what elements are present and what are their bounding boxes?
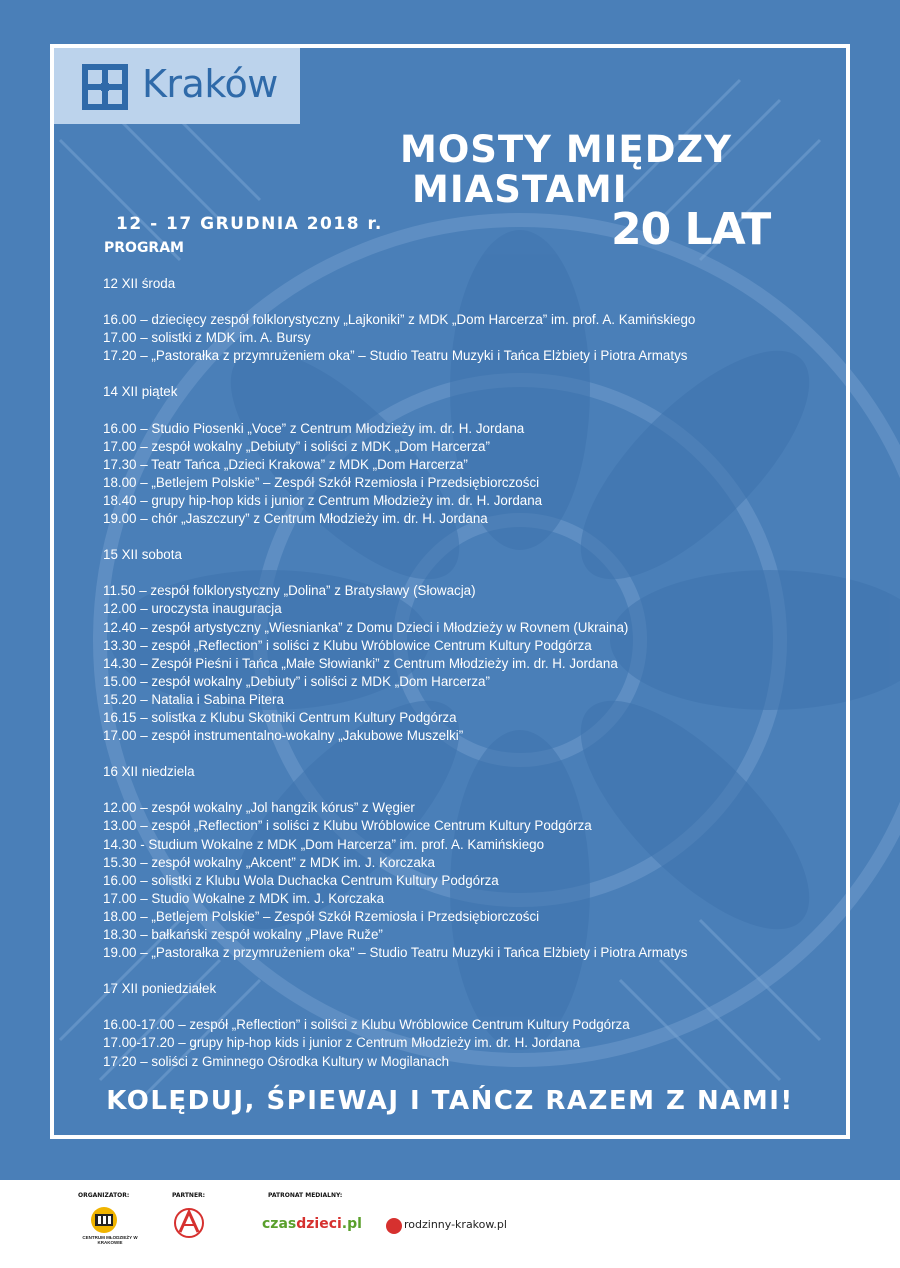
schedule-entry: 18.40 – grupy hip-hop kids i junior z Centrum Młodzieży im. dr. H. Jordana bbox=[103, 492, 543, 508]
title-line-1: MOSTY MIĘDZY bbox=[400, 128, 733, 171]
schedule-day bbox=[103, 763, 803, 980]
rodzinny-krakow-icon bbox=[386, 1218, 402, 1234]
schedule-entry: 12.00 – uroczysta inauguracja bbox=[103, 601, 282, 617]
schedule-entry: 19.00 – chór „Jaszczury” z Centrum Młodzieży im. dr. H. Jordana bbox=[103, 511, 488, 527]
schedule-day bbox=[103, 546, 803, 763]
schedule-entry: 15.20 – Natalia i Sabina Pitera bbox=[103, 691, 284, 707]
rodzinny-krakow-logo: rodzinny-krakow.pl bbox=[404, 1218, 507, 1231]
organizer-label: ORGANIZATOR: bbox=[78, 1192, 130, 1199]
schedule-entry: 17.00 – Studio Wokalne z MDK im. J. Korczaka bbox=[103, 890, 385, 906]
schedule-entry: 11.50 – zespół folklorystyczny „Dolina” z Bratysławy (Słowacja) bbox=[103, 583, 476, 599]
schedule-entry: 15.00 – zespół wokalny „Debiuty” i soliści z MDK „Dom Harcerza” bbox=[103, 673, 490, 689]
schedule-entry: 13.30 – zespół „Reflection” i soliści z Klubu Wróblowice Centrum Kultury Podgórza bbox=[103, 637, 592, 653]
partner-label: PARTNER: bbox=[172, 1192, 206, 1199]
schedule-entry: 12.40 – zespół artystyczny „Wiesnianka” z Domu Dzieci i Młodzieży w Rovnem (Ukraina) bbox=[103, 619, 629, 635]
day-heading: 14 XII piątek bbox=[103, 384, 178, 400]
spacer bbox=[103, 365, 803, 383]
anniversary-label: 20 LAT bbox=[611, 204, 771, 255]
czasdzieci-part-2: dzieci bbox=[296, 1216, 342, 1232]
schedule-entry: 18.00 – „Betlejem Polskie” – Zespół Szkół Rzemiosła i Przedsiębiorczości bbox=[103, 474, 540, 490]
schedule bbox=[103, 275, 803, 1089]
spacer bbox=[103, 401, 803, 419]
event-dates: 12 - 17 GRUDNIA 2018 r. bbox=[116, 214, 383, 234]
schedule-day bbox=[103, 275, 803, 383]
day-heading: 12 XII środa bbox=[103, 276, 176, 291]
czasdzieci-part-3: .pl bbox=[341, 1216, 362, 1232]
footer bbox=[0, 1180, 900, 1268]
schedule-entry: 13.00 – zespół „Reflection” i soliści z Klubu Wróblowice Centrum Kultury Podgórza bbox=[103, 818, 592, 834]
program-label: PROGRAM bbox=[104, 240, 184, 256]
day-heading: 15 XII sobota bbox=[103, 547, 182, 563]
schedule-entry: 17.00 – solistki z MDK im. A. Bursy bbox=[103, 330, 311, 346]
day-heading: 16 XII niedziela bbox=[103, 764, 195, 780]
spacer bbox=[103, 962, 803, 980]
schedule-entry: 15.30 – zespół wokalny „Akcent” z MDK im. J. Korczaka bbox=[103, 854, 435, 870]
schedule-entry: 16.00 – solistki z Klubu Wola Duchacka Centrum Kultury Podgórza bbox=[103, 872, 499, 888]
spacer bbox=[103, 745, 803, 763]
schedule-entry: 16.00 – dziecięcy zespół folklorystyczny „Lajkoniki” z MDK „Dom Harcerza” im. prof. A. Kamińskiego bbox=[103, 312, 696, 328]
schedule-entry: 18.30 – bałkański zespół wokalny „Plave Ruže” bbox=[103, 927, 383, 942]
schedule-entry: 17.00 – zespół wokalny „Debiuty” i soliści z MDK „Dom Harcerza” bbox=[103, 438, 490, 454]
schedule-entry: 16.00 – Studio Piosenki „Voce” z Centrum Młodzieży im. dr. H. Jordana bbox=[103, 420, 525, 436]
schedule-entry: 12.00 – zespół wokalny „Jol hangzik kórus” z Węgier bbox=[103, 800, 415, 816]
schedule-entry: 14.30 - Studium Wokalne z MDK „Dom Harcerza” im. prof. A. Kamińskiego bbox=[103, 836, 545, 852]
spacer bbox=[103, 998, 803, 1016]
schedule-day bbox=[103, 383, 803, 546]
schedule-entry: 17.20 – „Pastorałka z przymrużeniem oka” – Studio Teatru Muzyki i Tańca Elżbiety i Piotra Armatys bbox=[103, 348, 688, 364]
spacer bbox=[103, 293, 803, 311]
organizer-name: CENTRUM MŁODZIEŻY W KRAKOWIE bbox=[82, 1235, 138, 1245]
krakow-logo-icon bbox=[82, 64, 128, 110]
schedule-entry: 17.00-17.20 – grupy hip-hop kids i junior z Centrum Młodzieży im. dr. H. Jordana bbox=[103, 1035, 581, 1051]
schedule-entry: 14.30 – Zespół Pieśni i Tańca „Małe Słowianki” z Centrum Młodzieży im. dr. H. Jordana bbox=[103, 655, 618, 671]
schedule-entry: 17.00 – zespół instrumentalno-wokalny „Jakubowe Muszelki” bbox=[103, 728, 464, 744]
krakow-logo bbox=[54, 48, 300, 124]
spacer bbox=[103, 528, 803, 546]
czasdzieci-part-1: czas bbox=[262, 1216, 297, 1232]
schedule-entry: 19.00 – „Pastorałka z przymrużeniem oka” – Studio Teatru Muzyki i Tańca Elżbiety i Piotra Armatys bbox=[103, 945, 688, 961]
schedule-entry: 16.00-17.00 – zespół „Reflection” i soliści z Klubu Wróblowice Centrum Kultury Podgórza bbox=[103, 1017, 630, 1033]
schedule-entry: 18.00 – „Betlejem Polskie” – Zespół Szkół Rzemiosła i Przedsiębiorczości bbox=[103, 908, 540, 924]
spacer bbox=[103, 564, 803, 582]
spacer bbox=[103, 781, 803, 799]
schedule-day bbox=[103, 980, 803, 1088]
brand-name: Kraków bbox=[142, 62, 278, 106]
partner-logo-icon bbox=[168, 1206, 210, 1240]
czasdzieci-logo bbox=[262, 1216, 362, 1232]
media-label: PATRONAT MEDIALNY: bbox=[268, 1192, 343, 1199]
schedule-entry: 17.30 – Teatr Tańca „Dzieci Krakowa” z MDK „Dom Harcerza” bbox=[103, 456, 468, 472]
schedule-entry: 17.20 – soliści z Gminnego Ośrodka Kultury w Mogilanach bbox=[103, 1053, 450, 1069]
slogan: KOLĘDUJ, ŚPIEWAJ I TAŃCZ RAZEM Z NAMI! bbox=[106, 1086, 794, 1116]
title-line-2: MIASTAMI bbox=[412, 168, 628, 211]
schedule-entry: 16.15 – solistka z Klubu Skotniki Centrum Kultury Podgórza bbox=[103, 709, 457, 725]
day-heading: 17 XII poniedziałek bbox=[103, 981, 217, 997]
